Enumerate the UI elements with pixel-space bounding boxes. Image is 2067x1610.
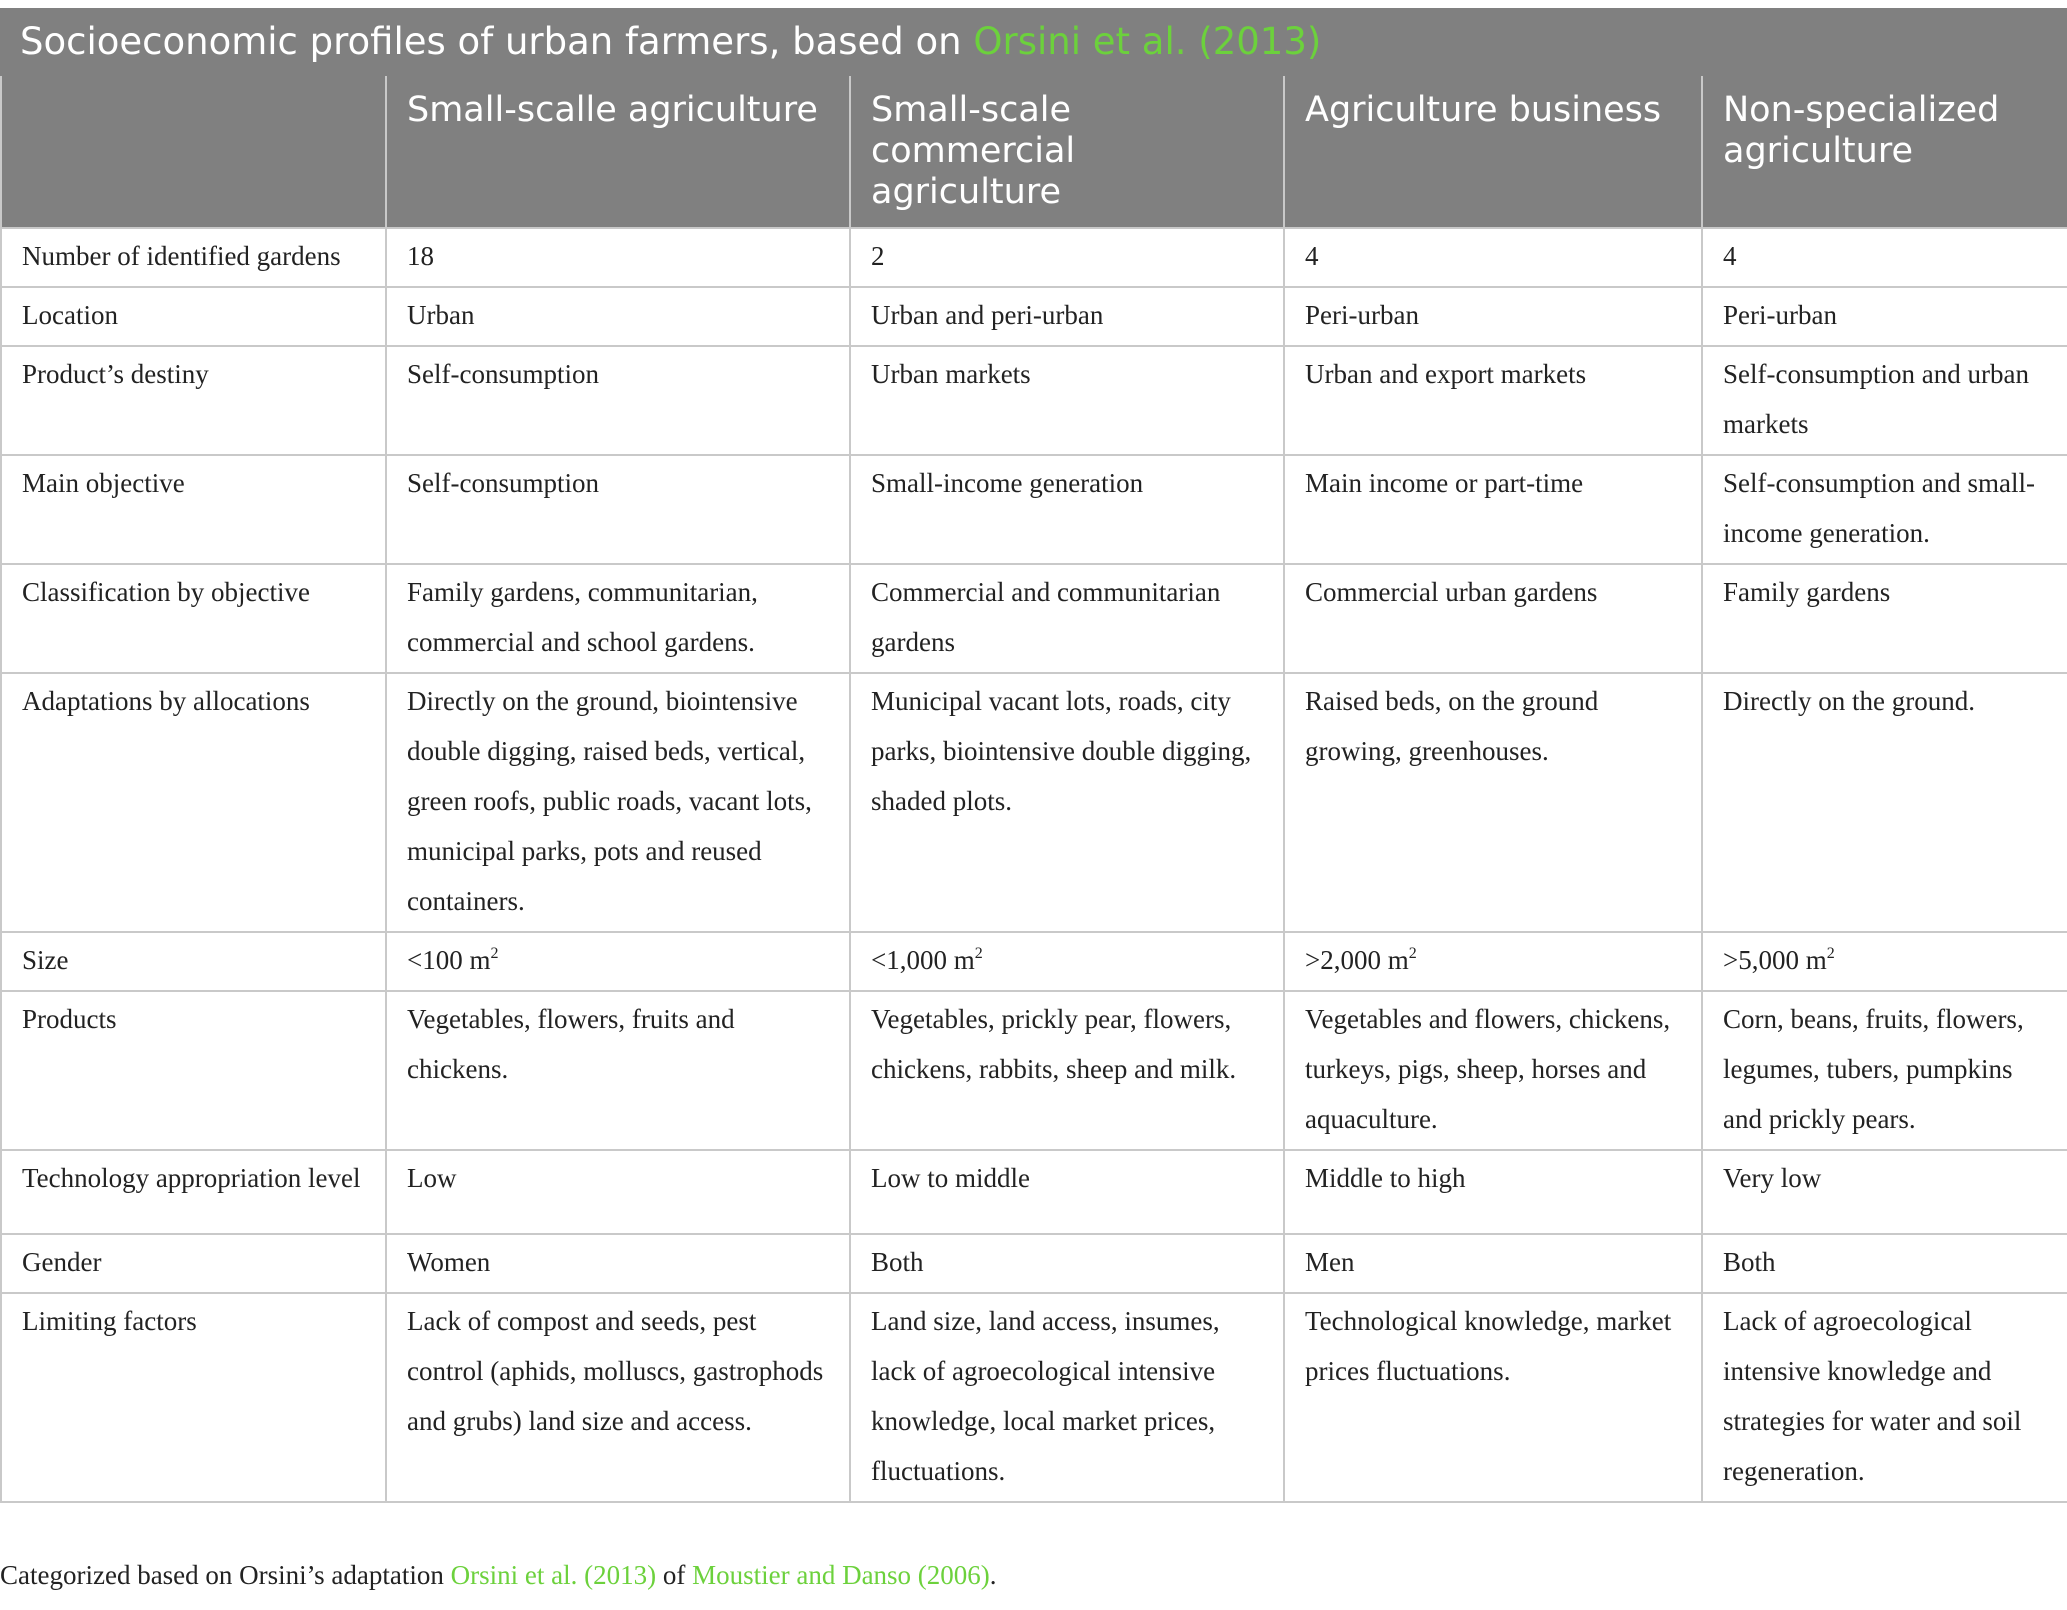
table-cell: Main income or part-time [1284,455,1702,564]
table-cell: Urban and export markets [1284,346,1702,455]
size-superscript: 2 [974,945,983,962]
table-cell: 4 [1702,228,2067,287]
table-cell: Small-income generation [850,455,1284,564]
footnote-middle: of [656,1560,693,1590]
column-header: Small-scale commercial agriculture [850,76,1284,228]
size-value: <1,000 m [871,945,975,975]
table-cell: Self-consumption [386,455,850,564]
table-cell: Technological knowledge, market prices fluctuations. [1284,1293,1702,1502]
size-superscript: 2 [1408,945,1417,962]
size-value: >2,000 m [1305,945,1409,975]
table-cell: Low to middle [850,1150,1284,1234]
table-row [1,1234,2067,1293]
table-cell: Commercial and communitarian gardens [850,564,1284,673]
table-cell: Land size, land access, insumes, lack of agroecological intensive knowledge, local market prices, fluctuations. [850,1293,1284,1502]
footnote-prefix: Categorized based on Orsini’s adaptation [0,1560,451,1590]
row-label: Number of identified gardens [1,228,386,287]
table-cell: Low [386,1150,850,1234]
title-text: Socioeconomic profiles of urban farmers, based on [20,20,974,63]
row-label: Main objective [1,455,386,564]
table-footnote [0,1560,997,1591]
row-label: Limiting factors [1,1293,386,1502]
table-cell: Peri-urban [1702,287,2067,346]
column-header: Small-scalle agriculture [386,76,850,228]
table-cell: Self-consumption [386,346,850,455]
table-cell: 2 [850,228,1284,287]
table-row [1,1150,2067,1234]
table-cell: Urban markets [850,346,1284,455]
table-cell [386,932,850,991]
row-label: Gender [1,1234,386,1293]
size-value: <100 m [407,945,491,975]
column-header [1,76,386,228]
row-label: Products [1,991,386,1150]
table-cell: Lack of agroecological intensive knowledge and strategies for water and soil regeneration. [1702,1293,2067,1502]
table-row [1,346,2067,455]
row-label: Classification by objective [1,564,386,673]
table-row [1,287,2067,346]
table-cell: Vegetables, flowers, fruits and chickens. [386,991,850,1150]
table-cell: 18 [386,228,850,287]
table-row [1,673,2067,932]
table-cell: Directly on the ground, biointensive double digging, raised beds, vertical, green roofs, public roads, vacant lots, municipal parks, pots and reused containers. [386,673,850,932]
column-header: Non-specialized agriculture [1702,76,2067,228]
table-cell: Corn, beans, fruits, flowers, legumes, tubers, pumpkins and prickly pears. [1702,991,2067,1150]
table-cell: Women [386,1234,850,1293]
size-superscript: 2 [490,945,499,962]
table-cell: Family gardens [1702,564,2067,673]
row-label: Product’s destiny [1,346,386,455]
row-label: Technology appropriation level [1,1150,386,1234]
table-cell: Commercial urban gardens [1284,564,1702,673]
table-row [1,1293,2067,1502]
profiles-table [0,76,2067,1503]
footnote-citation-moustier[interactable]: Moustier and Danso (2006) [692,1560,990,1590]
table-cell: Directly on the ground. [1702,673,2067,932]
size-value: >5,000 m [1723,945,1827,975]
table-cell [850,932,1284,991]
table-cell: Vegetables, prickly pear, flowers, chickens, rabbits, sheep and milk. [850,991,1284,1150]
table-cell [1284,932,1702,991]
table-row [1,564,2067,673]
table-cell: Both [850,1234,1284,1293]
row-label: Size [1,932,386,991]
table-row [1,991,2067,1150]
table-cell: Urban and peri-urban [850,287,1284,346]
footnote-citation-orsini[interactable]: Orsini et al. (2013) [450,1560,657,1590]
table-cell: 4 [1284,228,1702,287]
title-citation-link[interactable]: Orsini et al. (2013) [973,20,1322,63]
table-cell: Municipal vacant lots, roads, city parks, biointensive double digging, shaded plots. [850,673,1284,932]
table-cell: Vegetables and flowers, chickens, turkeys, pigs, sheep, horses and aquaculture. [1284,991,1702,1150]
table-cell: Self-consumption and urban markets [1702,346,2067,455]
table-cell [1702,932,2067,991]
table-row [1,228,2067,287]
column-header: Agriculture business [1284,76,1702,228]
row-label: Location [1,287,386,346]
table-title [0,8,2067,76]
table-cell: Raised beds, on the ground growing, greenhouses. [1284,673,1702,932]
table-cell: Family gardens, communitarian, commercial and school gardens. [386,564,850,673]
header-row [1,76,2067,228]
size-superscript: 2 [1826,945,1835,962]
table-cell: Both [1702,1234,2067,1293]
table-row [1,455,2067,564]
table-cell: Lack of compost and seeds, pest control (aphids, molluscs, gastrophods and grubs) land size and access. [386,1293,850,1502]
table-cell: Urban [386,287,850,346]
table-cell: Very low [1702,1150,2067,1234]
table-cell: Self-consumption and small-income generation. [1702,455,2067,564]
row-label: Adaptations by allocations [1,673,386,932]
table-cell: Peri-urban [1284,287,1702,346]
table-cell: Men [1284,1234,1702,1293]
table-row [1,932,2067,991]
table-container [0,8,2067,1503]
footnote-suffix: . [989,1560,997,1590]
table-cell: Middle to high [1284,1150,1702,1234]
